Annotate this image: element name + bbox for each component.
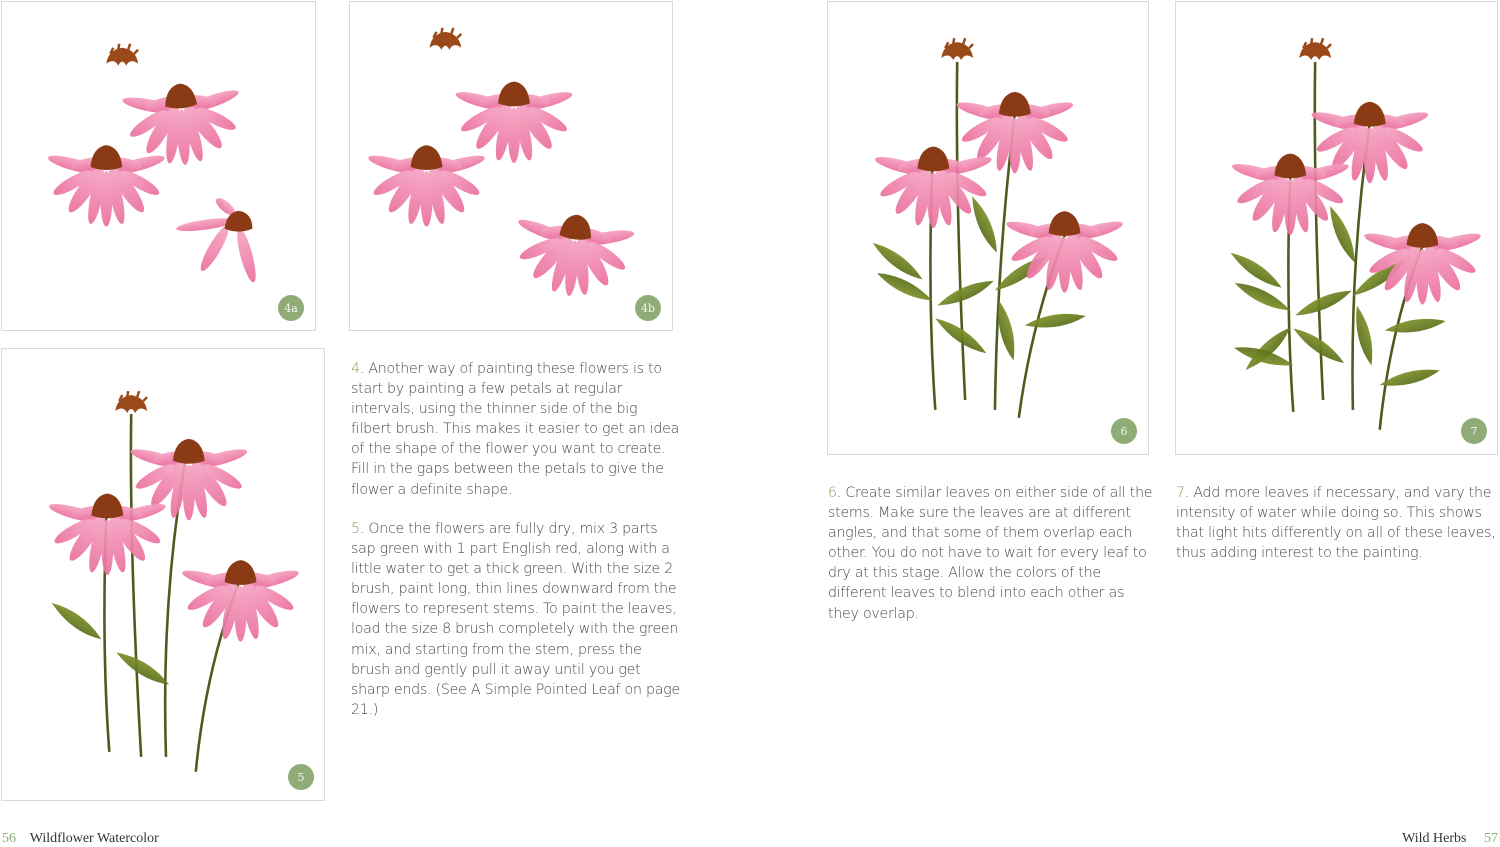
figure-4b xyxy=(349,1,673,331)
figure-6 xyxy=(827,1,1149,455)
step-number: 5 xyxy=(351,521,360,537)
figure-badge: 5 xyxy=(288,764,314,790)
step-number: 7 xyxy=(1176,485,1185,501)
right-footer xyxy=(1402,831,1498,847)
step-text: Create similar leaves on either side of all the stems. Make sure the leaves are at different angles, and that some of them overlap each other. You do not have to wait for every leaf to dry at this stage. Allow the colors of the different leaves to blend into each other as they overlap. xyxy=(828,485,1153,622)
coneflower-painting-icon xyxy=(1176,2,1497,454)
figure-5 xyxy=(1,348,325,801)
step-number: 4 xyxy=(351,361,360,377)
figure-badge: 7 xyxy=(1461,418,1487,444)
step-5: 5. Once the flowers are fully dry, mix 3 parts sap green with 1 part English red, along with a little water to get a thick green. With the size 2 brush, paint long, thin lines downward from the flowers to represent stems. To paint the leaves, load the size 8 brush completely with the green mix, and starting from the stem, press the brush and gently pull it away until you get sharp ends. (See A Simple Pointed Leaf on page 21.) xyxy=(351,521,680,718)
step-4: 4. Another way of painting these flowers is to start by painting a few petals at regular intervals, using the thinner side of the big filbert brush. This makes it easier to get an idea of the shape of the flower you want to create. Fill in the gaps between the petals to give the flower a definite shape. xyxy=(351,361,680,498)
step-7: 7. Add more leaves if necessary, and vary the intensity of water while doing so. This shows that light hits differently on all of these leaves, thus adding interest to the painting. xyxy=(1176,485,1496,562)
coneflower-painting-icon xyxy=(2,2,315,330)
step-text: Once the flowers are fully dry, mix 3 parts sap green with 1 part English red, along with a little water to get a thick green. With the size 2 brush, paint long, thin lines downward from the flowers to represent stems. To paint the leaves, load the size 8 brush completely with the green mix, and starting from the stem, press the brush and gently pull it away until you get sharp ends. (See A Simple Pointed Leaf on page 21.) xyxy=(351,521,680,718)
coneflower-painting-icon xyxy=(828,2,1148,454)
figure-badge: 4b xyxy=(635,295,661,321)
running-head: Wildflower Watercolor xyxy=(29,831,159,846)
figure-7 xyxy=(1175,1,1498,455)
coneflower-painting-icon xyxy=(350,2,672,330)
left-footer xyxy=(2,831,159,847)
figure-badge: 6 xyxy=(1111,418,1137,444)
running-head: Wild Herbs xyxy=(1402,831,1467,846)
figure-badge: 4a xyxy=(278,295,304,321)
step-number: 6 xyxy=(828,485,837,501)
page-number: 56 xyxy=(2,831,16,846)
step-text: Another way of painting these flowers is to start by painting a few petals at regular intervals, using the thinner side of the big filbert brush. This makes it easier to get an idea of the shape of the flower you want to create. Fill in the gaps between the petals to give the flower a definite shape. xyxy=(351,361,680,498)
step-text: Add more leaves if necessary, and vary the intensity of water while doing so. This shows that light hits differently on all of these leaves, thus adding interest to the painting. xyxy=(1176,485,1496,562)
figure-4a xyxy=(1,1,316,331)
coneflower-painting-icon xyxy=(2,349,324,800)
step-6: 6. Create similar leaves on either side of all the stems. Make sure the leaves are at different angles, and that some of them overlap each other. You do not have to wait for every leaf to dry at this stage. Allow the colors of the different leaves to blend into each other as they overlap. xyxy=(828,485,1153,622)
page-number: 57 xyxy=(1484,831,1498,846)
